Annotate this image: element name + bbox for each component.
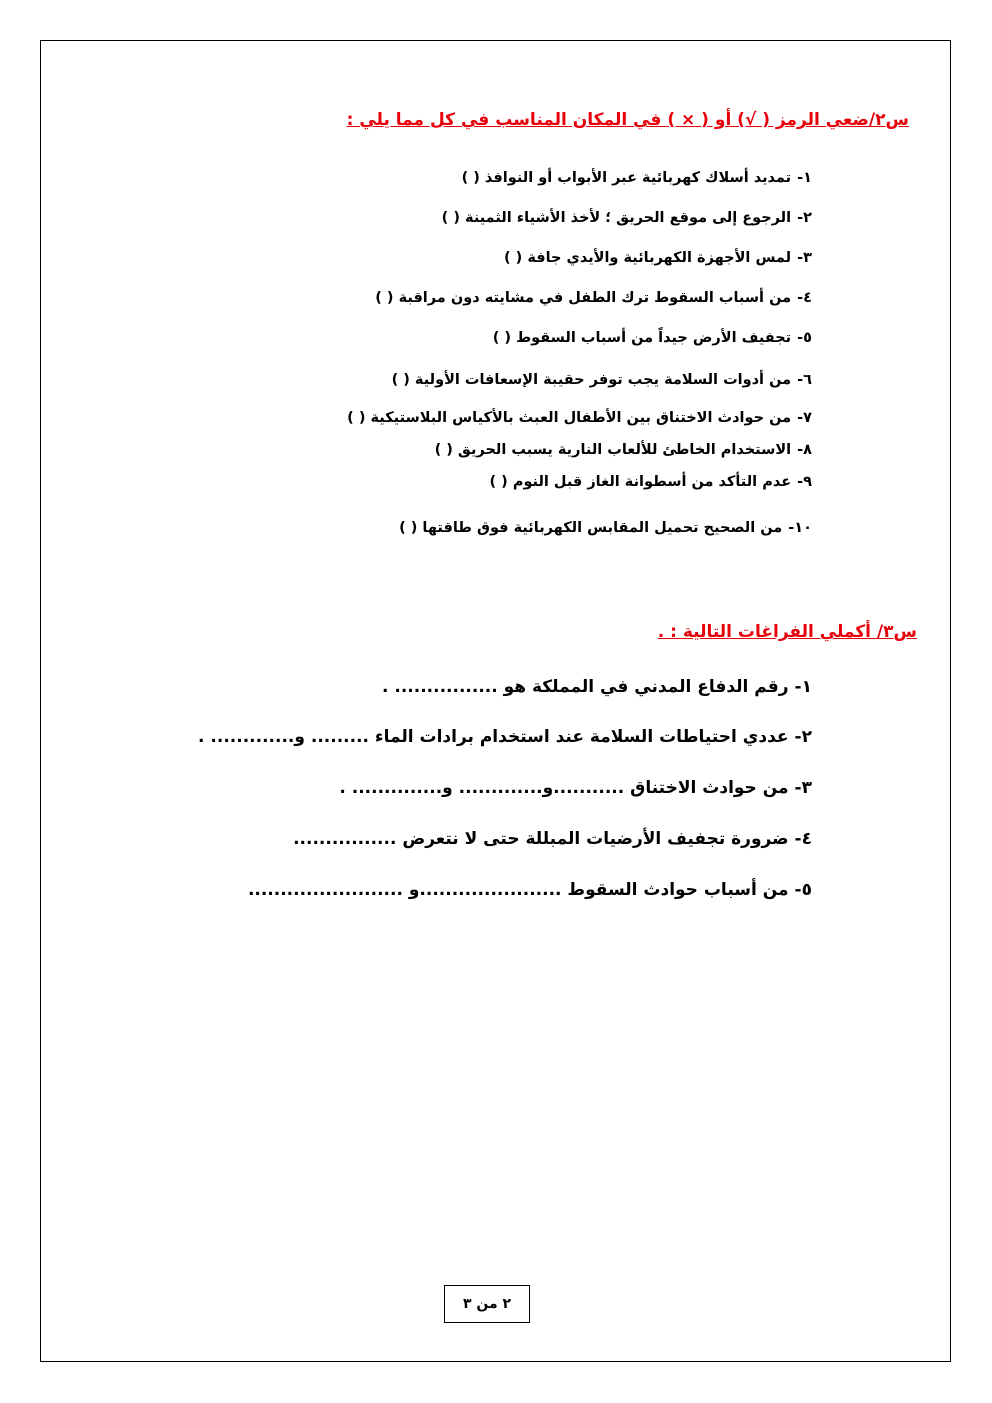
item-number: ١٠- xyxy=(788,520,812,536)
item-number: ٤- xyxy=(797,290,812,306)
item-text: من أدوات السلامة يجب توفر حقيبة الإسعافات الأولية ( ) xyxy=(391,372,792,388)
question-2-item-7 xyxy=(347,410,812,426)
item-text: من أسباب حوادث السقوط ......................و ........................ xyxy=(247,880,789,900)
item-text: تجفيف الأرض جيداً من أسباب السقوط ( ) xyxy=(492,330,792,346)
question-3-item-3 xyxy=(339,778,812,798)
question-2-item-4 xyxy=(375,290,812,306)
item-number: ١- xyxy=(797,170,812,186)
item-number: ٨- xyxy=(797,442,812,458)
item-number: ٩- xyxy=(797,474,812,490)
item-number: ٤- xyxy=(794,829,812,849)
item-number: ٥- xyxy=(794,880,812,900)
question-2-item-1 xyxy=(462,170,812,186)
question-2-item-10 xyxy=(399,520,812,536)
item-text: عددي احتياطات السلامة عند استخدام برادات الماء ......... و............. . xyxy=(198,727,789,747)
question-3-title: س٣/ أكملي الفراغات التالية : . xyxy=(657,622,917,642)
question-3-item-2 xyxy=(198,727,812,747)
item-number: ٦- xyxy=(797,372,812,388)
question-2-item-2 xyxy=(442,210,812,226)
item-text: من الصحيح تحميل المقابس الكهربائية فوق طاقتها ( ) xyxy=(399,520,783,536)
item-text: من حوادث الاختناق بين الأطفال العبث بالأكياس البلاستيكية ( ) xyxy=(347,410,792,426)
item-number: ٣- xyxy=(794,778,812,798)
item-number: ٥- xyxy=(797,330,812,346)
page-counter: ٢ من ٣ xyxy=(444,1285,530,1323)
item-text: ضرورة تجفيف الأرضيات المبللة حتى لا نتعرض ................ xyxy=(293,829,789,849)
question-2-item-6 xyxy=(392,372,812,388)
question-3-item-4 xyxy=(293,829,812,849)
question-2-item-9 xyxy=(489,474,812,490)
item-text: من أسباب السقوط ترك الطفل في مشايته دون مراقبة ( ) xyxy=(375,290,792,306)
question-2-item-8 xyxy=(435,442,812,458)
item-text: عدم التأكد من أسطوانة الغاز قبل النوم ( ) xyxy=(489,474,792,490)
question-2-title: س٢/ضعي الرمز ( √) أو ( × ) في المكان المناسب في كل مما يلي : xyxy=(346,110,909,130)
item-number: ٢- xyxy=(794,727,812,747)
question-2-item-3 xyxy=(504,250,812,266)
item-text: الرجوع إلى موقع الحريق ؛ لأخذ الأشياء الثمينة ( ) xyxy=(441,210,792,226)
item-text: من حوادث الاختناق ...........و............. و.............. . xyxy=(339,778,789,798)
question-3-item-1 xyxy=(382,677,812,697)
item-number: ٢- xyxy=(797,210,812,226)
item-number: ٣- xyxy=(797,250,812,266)
item-number: ٧- xyxy=(797,410,812,426)
item-text: الاستخدام الخاطئ للألعاب النارية يسبب الحريق ( ) xyxy=(434,442,792,458)
item-text: رقم الدفاع المدني في المملكة هو ................ . xyxy=(381,677,789,697)
question-3-item-5 xyxy=(248,880,812,900)
item-number: ١- xyxy=(794,677,812,697)
question-2-item-5 xyxy=(493,330,812,346)
item-text: لمس الأجهزة الكهربائية والأيدي جافة ( ) xyxy=(503,250,792,266)
item-text: تمديد أسلاك كهربائية عبر الأبواب أو النوافذ ( ) xyxy=(461,170,792,186)
page-border xyxy=(40,40,951,1362)
